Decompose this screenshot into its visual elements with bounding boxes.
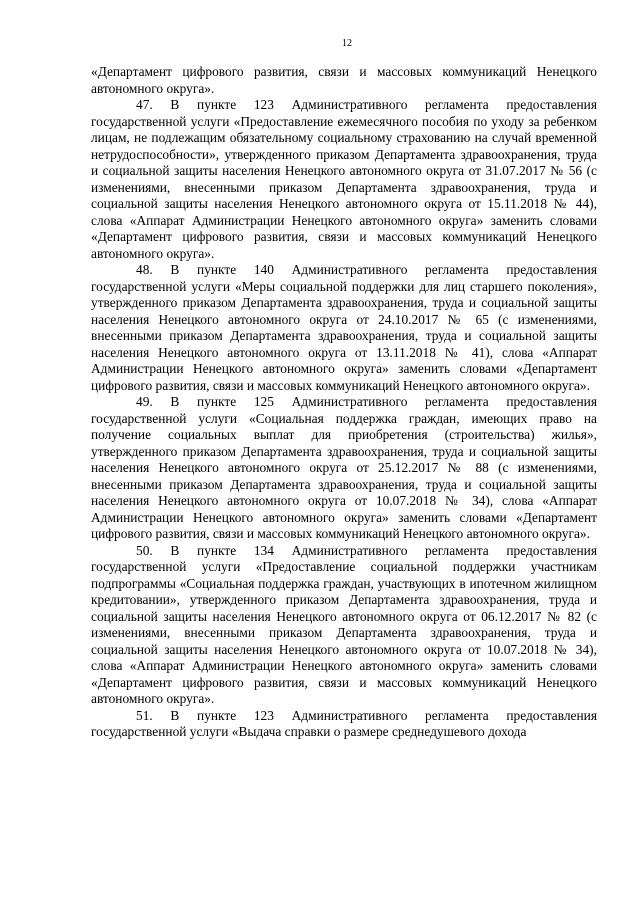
page-number: 12	[342, 38, 352, 49]
document-page	[91, 38, 597, 741]
paragraph-item-50: 50. В пункте 134 Административного регламента предоставления государственной услуги «Предоставление социальной поддержки участникам подпрограммы «Социальная поддержка граждан, участвующих в ипотечном жилищном кредитовании», утвержденного приказом Департамента здравоохранения, труда и социальной защиты населения Ненецкого автономного округа от 06.12.2017 № 82 (с изменениями, внесенными приказом Департамента здравоохранения, труда и социальной защиты населения Ненецкого автономного округа от 10.07.2018 № 34), слова «Аппарат Администрации Ненецкого автономного округа» заменить словами «Департамент цифрового развития, связи и массовых коммуникаций Ненецкого автономного округа».	[91, 542, 597, 706]
paragraph-item-49: 49. В пункте 125 Административного регламента предоставления государственной услуги «Социальная поддержка граждан, имеющих право на получение социальных выплат для приобретения (строительства) жилья», утвержденного приказом Департамента здравоохранения, труда и социальной защиты населения Ненецкого автономного округа от 25.12.2017 № 88 (с изменениями, внесенными приказом Департамента здравоохранения, труда и социальной защиты населения Ненецкого автономного округа от 10.07.2018 № 34), слова «Аппарат Администрации Ненецкого автономного округа» заменить словами «Департамент цифрового развития, связи и массовых коммуникаций Ненецкого автономного округа».	[91, 394, 597, 541]
paragraph-continuation: «Департамент цифрового развития, связи и массовых коммуникаций Ненецкого автономного округа».	[91, 64, 597, 96]
paragraph-item-51: 51. В пункте 123 Административного регламента предоставления государственной услуги «Выдача справки о размере среднедушевого дохода	[91, 707, 597, 739]
paragraph-item-48: 48. В пункте 140 Административного регламента предоставления государственной услуги «Меры социальной поддержки для лиц старшего поколения», утвержденного приказом Департамента здравоохранения, труда и социальной защиты населения Ненецкого автономного округа от 24.10.2017 № 65 (с изменениями, внесенными приказом Департамента здравоохранения, труда и социальной защиты населения Ненецкого автономного округа от 13.11.2018 № 41), слова «Аппарат Администрации Ненецкого автономного округа» заменить словами «Департамент цифрового развития, связи и массовых коммуникаций Ненецкого автономного округа».	[91, 262, 597, 393]
paragraph-item-47: 47. В пункте 123 Административного регламента предоставления государственной услуги «Предоставление ежемесячного пособия по уходу за ребенком лицам, не подлежащим обязательному социальному страхованию на случай временной нетрудоспособности», утвержденного приказом Департамента здравоохранения, труда и социальной защиты населения Ненецкого автономного округа от 31.07.2017 № 56 (с изменениями, внесенными приказом Департамента здравоохранения, труда и социальной защиты населения Ненецкого автономного округа от 15.11.2018 № 44), слова «Аппарат Администрации Ненецкого автономного округа» заменить словами «Департамент цифрового развития, связи и массовых коммуникаций Ненецкого автономного округа».	[91, 97, 597, 261]
